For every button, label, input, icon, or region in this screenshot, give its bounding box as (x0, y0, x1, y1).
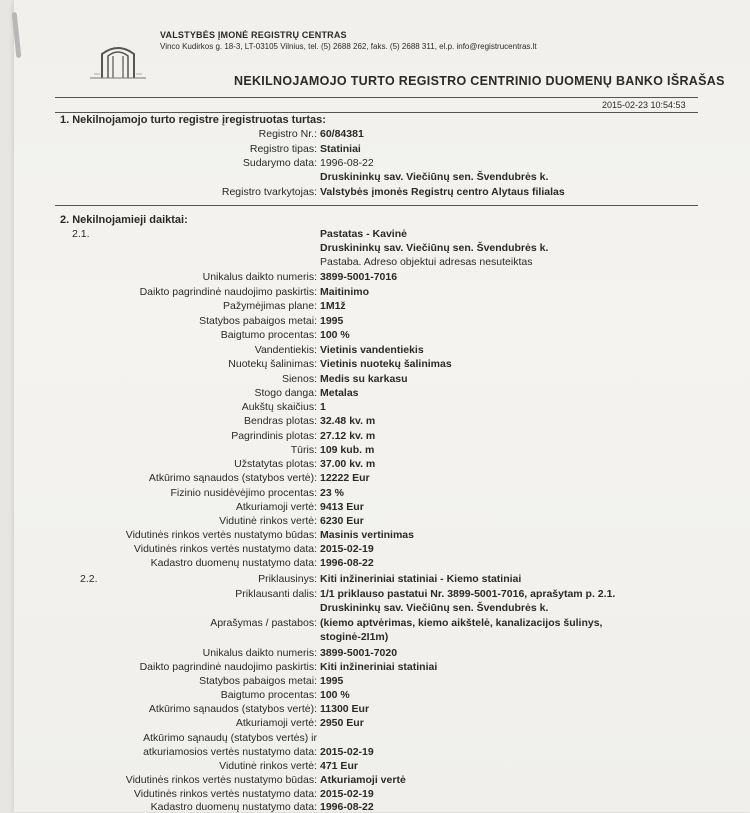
agency-name: VALSTYBĖS ĮMONĖ REGISTRŲ CENTRAS (160, 30, 347, 40)
field-label: Baigtumo procentas: (220, 329, 317, 341)
field-value: 1/1 priklauso pastatui Nr. 3899-5001-7016, aprašytam p. 2.1. (320, 588, 616, 600)
field-label: Bendras plotas: (244, 415, 317, 427)
field-label: atkuriamosios vertės nustatymo data: (143, 746, 317, 758)
field-label: Sudarymo data: (242, 157, 317, 169)
registry-address: Druskininkų sav. Viečiūnų sen. Švendubrės k. (320, 171, 549, 183)
field-label: Užstatytas plotas: (234, 458, 317, 470)
field-value: Metalas (320, 387, 359, 399)
field-value: 2015-02-19 (320, 543, 374, 555)
field-value: (kiemo aptvėrimas, kiemo aikštelė, kanalizacijos šulinys, (320, 617, 603, 629)
field-value: Kiti inžineriniai statiniai (320, 661, 438, 673)
field-label: Fizinio nusidėvėjimo procentas: (170, 487, 317, 499)
field-label: Kadastro duomenų nustatymo data: (150, 557, 317, 569)
field-label: Sienos: (281, 373, 317, 385)
field-value: 3899-5001-7020 (320, 647, 398, 659)
field-label: Vidutinės rinkos vertės nustatymo būdas: (125, 529, 317, 541)
field-label: Daikto pagrindinė naudojimo paskirtis: (139, 661, 317, 673)
field-label: Tūris: (290, 444, 317, 456)
item-title: Pastatas - Kavinė (320, 228, 407, 240)
field-label: Nuotekų šalinimas: (228, 358, 317, 370)
field-label: Atkūrimo sąnaudų (statybos vertės) ir (143, 732, 317, 744)
field-label: Vidutinė rinkos vertė: (219, 760, 317, 772)
field-value: 3899-5001-7016 (320, 271, 398, 283)
field-label: Registro tipas: (249, 143, 317, 155)
field-label: Vandentiekis: (254, 344, 317, 356)
field-label: Statybos pabaigos metai: (199, 675, 317, 687)
field-label: Pagrindinis plotas: (231, 430, 317, 442)
field-value: 1996-08-22 (320, 801, 374, 813)
field-value: Kiti inžineriniai statiniai - Kiemo statiniai (320, 573, 522, 585)
field-value: Vietinis nuotekų šalinimas (320, 358, 452, 370)
field-label: Atkuriamoji vertė: (235, 501, 317, 513)
field-value: 12222 Eur (320, 472, 370, 484)
field-label: Priklausinys: (258, 573, 317, 585)
agency-address: Vinco Kudirkos g. 18-3, LT-03105 Vilnius, tel. (5) 2688 262, faks. (5) 2688 311, el.p. info@registrucentras.lt (160, 42, 537, 51)
field-value: 60/84381 (320, 128, 364, 140)
field-value: stoginė-2I1m) (320, 631, 389, 643)
field-value: 11300 Eur (320, 703, 370, 715)
field-value: Maitinimo (320, 286, 369, 298)
extract-title: NEKILNOJAMOJO TURTO REGISTRO CENTRINIO DUOMENŲ BANKO IŠRAŠAS (234, 74, 725, 88)
item-number: 2.2. (80, 573, 98, 585)
section-1-heading: 1. Nekilnojamojo turto registre įregistruotas turtas: (60, 114, 326, 126)
field-value: 1996-08-22 (320, 157, 374, 169)
item-note: Pastaba. Adreso objektui adresas nesuteiktas (320, 256, 533, 268)
field-label: Vidutinės rinkos vertės nustatymo būdas: (125, 774, 317, 786)
field-value: 109 kub. m (320, 444, 375, 456)
field-label: Atkuriamoji vertė: (235, 717, 317, 729)
field-value: Valstybės įmonės Registrų centro Alytaus filialas (320, 186, 565, 198)
field-value: 27.12 kv. m (320, 430, 376, 442)
field-value: Medis su karkasu (320, 373, 408, 385)
divider (55, 97, 698, 98)
field-label: Aukštų skaičius: (241, 401, 317, 413)
field-label: Pažymėjimas plane: (223, 300, 317, 312)
field-label: Baigtumo procentas: (220, 689, 317, 701)
field-value: 100 % (320, 329, 350, 341)
field-value: Masinis vertinimas (320, 529, 414, 541)
field-value: 6230 Eur (320, 515, 364, 527)
field-label: Registro Nr.: (258, 128, 317, 140)
item-address: Druskininkų sav. Viečiūnų sen. Švendubrės k. (320, 602, 549, 614)
field-value: 9413 Eur (320, 501, 364, 513)
field-value: 37.00 kv. m (320, 458, 376, 470)
field-value: 32.48 kv. m (320, 415, 376, 427)
field-label: Statybos pabaigos metai: (199, 315, 317, 327)
field-label: Unikalus daikto numeris: (202, 647, 317, 659)
field-label: Vidutinės rinkos vertės nustatymo data: (133, 788, 317, 800)
field-value: 1995 (320, 675, 344, 687)
field-value: Vietinis vandentiekis (320, 344, 424, 356)
field-value: 100 % (320, 689, 350, 701)
field-label: Priklausanti dalis: (235, 588, 317, 600)
divider (55, 205, 698, 206)
field-value: Statiniai (320, 143, 361, 155)
field-value: 471 Eur (320, 760, 358, 772)
field-value: 2950 Eur (320, 717, 364, 729)
divider (55, 112, 698, 113)
field-label: Stogo danga: (254, 387, 317, 399)
field-value: 1M1ž (320, 300, 346, 312)
item-number: 2.1. (72, 228, 90, 240)
item-address: Druskininkų sav. Viečiūnų sen. Švendubrės k. (320, 242, 549, 254)
field-value: Atkuriamoji vertė (320, 774, 406, 786)
field-value: 1996-08-22 (320, 557, 374, 569)
field-label: Kadastro duomenų nustatymo data: (150, 801, 317, 813)
field-value: 2015-02-19 (320, 746, 374, 758)
timestamp: 2015-02-23 10:54:53 (602, 100, 686, 110)
field-label: Daikto pagrindinė naudojimo paskirtis: (139, 286, 317, 298)
field-label: Atkūrimo sąnaudos (statybos vertė): (148, 472, 317, 484)
field-label: Registro tvarkytojas: (221, 186, 317, 198)
field-value: 1 (320, 401, 326, 413)
field-value: 1995 (320, 315, 344, 327)
section-2-heading: 2. Nekilnojamieji daiktai: (60, 214, 188, 226)
field-label: Aprašymas / pastabos: (210, 617, 317, 629)
field-value: 23 % (320, 487, 344, 499)
field-label: Unikalus daikto numeris: (202, 271, 317, 283)
field-label: Vidutinė rinkos vertė: (219, 515, 317, 527)
field-label: Atkūrimo sąnaudos (statybos vertė): (148, 703, 317, 715)
registry-logo-icon (86, 40, 150, 80)
field-label: Vidutinės rinkos vertės nustatymo data: (133, 543, 317, 555)
field-value: 2015-02-19 (320, 788, 374, 800)
